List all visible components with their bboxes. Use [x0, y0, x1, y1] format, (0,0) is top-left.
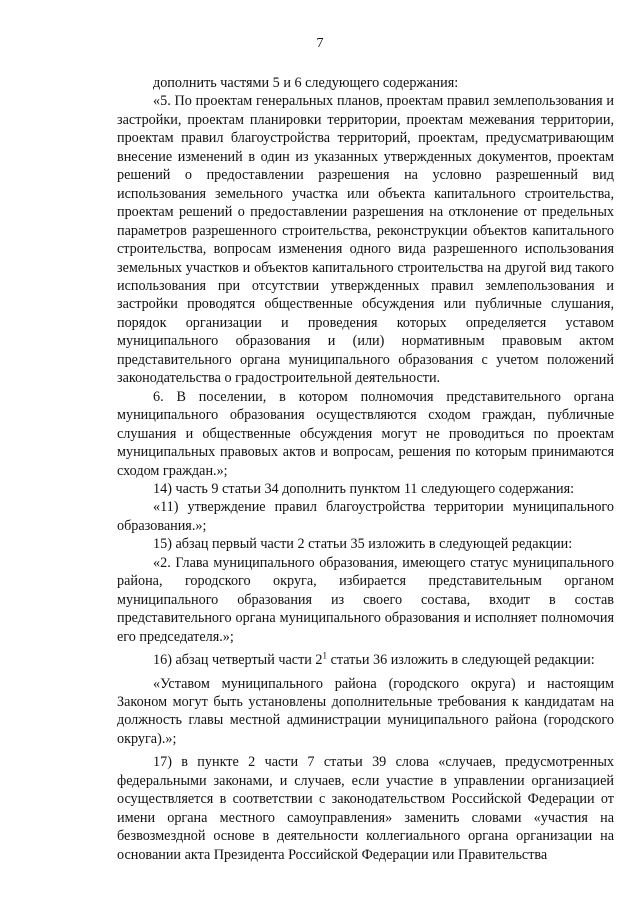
page-number: 7 — [316, 36, 324, 51]
item-16-text-after: статьи 36 изложить в следующей редакции: — [327, 652, 595, 669]
item-16-text-before: 16) абзац четвертый части 2 — [153, 652, 323, 669]
paragraph-item-14-text: «11) утверждение правил благоустройства территории муниципального образования.»; — [117, 499, 614, 534]
paragraph-item-15-text: «2. Глава муниципального образования, имеющего статус муниципального района, городского округа, избирается представительным органом муниципального образования из своего состава, входит в состав представительного органа муниципального образования и исполняет полномочия его председателя.»; — [117, 554, 614, 645]
item-16-superscript: 1 — [322, 650, 328, 661]
paragraph-intro: дополнить частями 5 и 6 следующего содержания: — [153, 75, 459, 91]
paragraph-part-6: 6. В поселении, в котором полномочия представительного органа муниципального образования осуществляются сходом граждан, публичные слушания и общественные обсуждения могут не проводиться по проектам муниципальных правовых актов и вопросам, решения по которым принимаются сходом граждан.»; — [117, 388, 614, 479]
paragraph-item-16-text: «Уставом муниципального района (городского округа) и настоящим Законом могут быть установлены дополнительные требования к кандидатам на должность главы местной администрации муниципального района (городского округа).»; — [117, 675, 614, 747]
paragraph-item-16 — [117, 651, 614, 669]
paragraph-item-14: 14) часть 9 статьи 34 дополнить пунктом 11 следующего содержания: — [153, 480, 575, 497]
paragraph-item-15: 15) абзац первый части 2 статьи 35 изложить в следующей редакции: — [153, 536, 573, 553]
document-body — [117, 74, 614, 864]
paragraph-part-5: «5. По проектам генеральных планов, проектам правил землепользования и застройки, проектам планировки территории, проектам межевания территории, проектам правил благоустройства территорий, проектам, предусматривающим внесение изменений в один из указанных утвержденных документов, проектам решений о предоставлении разрешения на условно разрешенный вид использования земельного участка или объекта капитального строительства, проектам решений о предоставлении разрешения на отклонение от предельных параметров разрешенного строительства, реконструкции объектов капитального строительства, вопросам изменения одного вида разрешенного использования земельных участков и объектов капитального строительства на другой вид такого использования при отсутствии утвержденных правил землепользования и застройки проводятся общественные обсуждения или публичные слушания, порядок организации и проведения которых определяется уставом муниципального образования и (или) нормативным правовым актом представительного органа муниципального образования с учетом положений законодательства о градостроительной деятельности. — [117, 93, 614, 387]
paragraph-item-17: 17) в пункте 2 части 7 статьи 39 слова «случаев, предусмотренных федеральными законами, и случаев, если участие в управлении организацией осуществляется в соответствии с законодательством Российской Федерации от имени органа местного самоуправления» заменить словами «участия на безвозмездной основе в деятельности коллегиального органа организации на основании акта Президента Российской Федерации или Правительства — [117, 754, 614, 863]
